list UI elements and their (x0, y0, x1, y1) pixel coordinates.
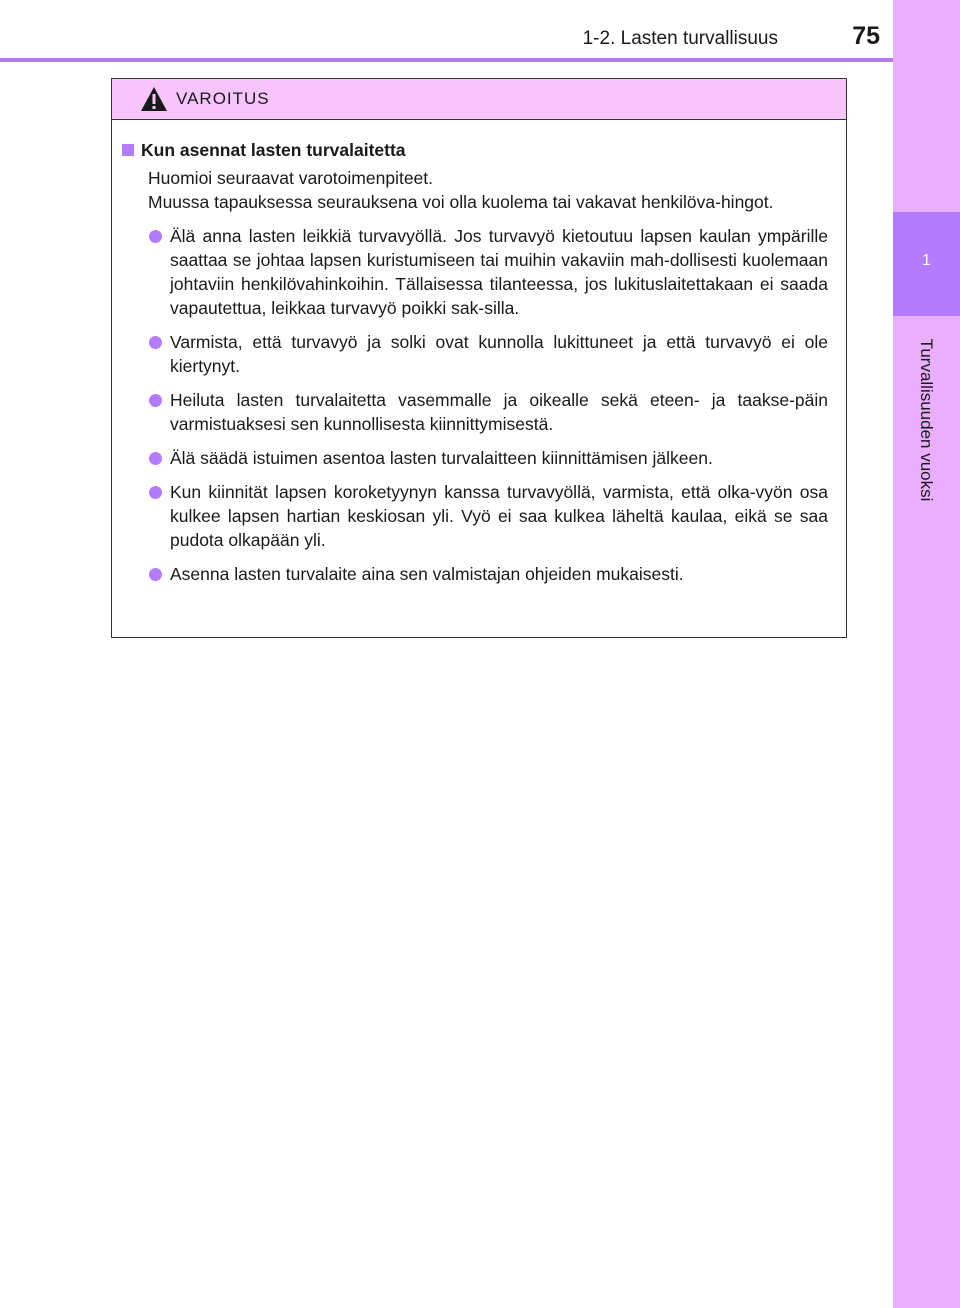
list-item (122, 562, 828, 586)
warning-body (112, 120, 846, 586)
warning-intro-line: Huomioi seuraavat varotoimenpiteet. (148, 168, 434, 188)
warning-label: VAROITUS (176, 89, 270, 108)
warning-heading (122, 138, 828, 162)
warning-box (111, 78, 847, 638)
warning-triangle-icon (140, 86, 168, 112)
bullet-dot-icon (149, 568, 162, 581)
warning-bullet-list (122, 224, 828, 586)
bullet-text: Kun kiinnität lapsen koroketyynyn kanssa turvavyöllä, varmista, että olka-vyön osa kulkee lapsen hartian keskiosan yli. Vyö ei saa kulkea läheltä kaulaa, eikä se saa pudota olkapään yli. (170, 482, 828, 550)
warning-header (112, 79, 846, 120)
list-item (122, 480, 828, 552)
page-number: 75 (852, 22, 880, 50)
section-title: 1-2. Lasten turvallisuus (582, 28, 778, 49)
chapter-side-tab (893, 0, 960, 1308)
square-bullet-icon (122, 144, 134, 156)
bullet-dot-icon (149, 394, 162, 407)
bullet-text: Asenna lasten turvalaite aina sen valmistajan ohjeiden mukaisesti. (170, 564, 684, 584)
list-item (122, 330, 828, 378)
warning-intro-line: Muussa tapauksessa seurauksena voi olla kuolema tai vakavat henkilöva-hingot. (148, 192, 774, 212)
list-item (122, 388, 828, 436)
header-rule (0, 58, 893, 62)
bullet-text: Varmista, että turvavyö ja solki ovat kunnolla lukittuneet ja että turvavyö ei ole kiertynyt. (170, 332, 828, 376)
bullet-text: Älä anna lasten leikkiä turvavyöllä. Jos turvavyö kietoutuu lapsen kaulan ympärille saattaa se johtaa lapsen kuristumiseen tai muihin vakaviin mah-dollisesti kuolemaan johtaviin henkilövahinkoihin. Tällaisessa tilanteessa, jos lukituslaitettakaan ei saada vapautettua, leikkaa turvavyö poikki sak-silla. (170, 226, 828, 318)
bullet-dot-icon (149, 452, 162, 465)
bullet-text: Heiluta lasten turvalaitetta vasemmalle ja oikealle sekä eteen- ja taakse-päin varmistuaksesi sen kunnollisesta kiinnittymisestä. (170, 390, 828, 434)
warning-heading-text: Kun asennat lasten turvalaitetta (141, 140, 406, 160)
bullet-text: Älä säädä istuimen asentoa lasten turvalaitteen kiinnittämisen jälkeen. (170, 448, 713, 468)
bullet-dot-icon (149, 336, 162, 349)
chapter-label: Turvallisuuden vuoksi (917, 338, 936, 502)
chapter-number: 1 (922, 252, 931, 269)
chapter-tab-block (893, 0, 960, 316)
bullet-dot-icon (149, 486, 162, 499)
bullet-dot-icon (149, 230, 162, 243)
list-item (122, 446, 828, 470)
list-item (122, 224, 828, 320)
